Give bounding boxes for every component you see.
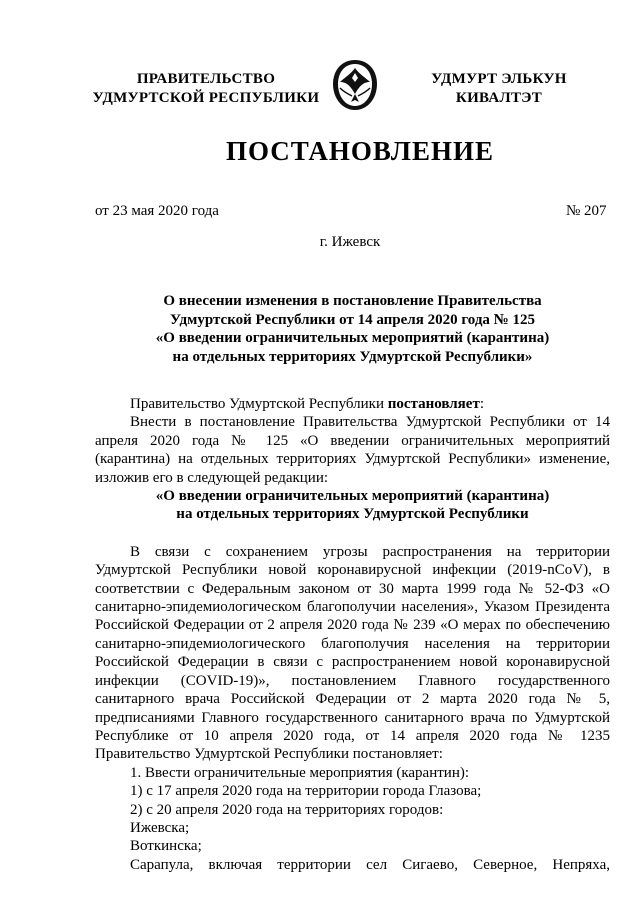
item-1: 1. Ввести ограничительные мероприятия (карантин): [130,764,470,781]
city-votkinsk: Воткинска; [130,838,202,855]
paragraph-resolves [95,395,610,413]
document-subject [95,292,610,366]
government-name-udmurt [424,70,574,108]
resolves-text: Правительство Удмуртской Республики [130,396,388,412]
new-title-heading [95,487,610,524]
document-city: г. Ижевск [319,234,381,250]
udmurt-emblem-icon [330,58,380,112]
document-body [95,395,610,874]
paragraph-amend: Внести в постановление Правительства Удмуртской Республики от 14 апреля 2020 года № 125 «О введении ограничительных мероприятий (карантина) на отдельных территориях Удмуртской Республики» изменение, изложив его в следующей редакции: [95,414,610,486]
subject-line-3: «О введении ограничительных мероприятий (карантина) [155,330,550,346]
subject-line-2: Удмуртской Республики от 14 апреля 2020 года № 125 [169,311,535,328]
item-1-2: 2) с 20 апреля 2020 года на территориях городов: [130,801,444,818]
subject-line-4: на отдельных территориях Удмуртской Республики» [172,348,533,365]
resolves-bold: постановляет [387,396,480,412]
document-number: № 207 [566,203,607,219]
government-name-russian [88,70,324,108]
new-title-line-1: «О введении ограничительных мероприятий (карантина) [155,488,550,505]
header-left-line2: УДМУРТСКОЙ РЕСПУБЛИКИ [92,90,320,106]
document-date: от 23 мая 2020 года [95,203,219,219]
resolves-colon: : [479,396,484,412]
header-right-line1: УДМУРТ ЭЛЬКУН [431,71,567,87]
city-izhevsk: Ижевска; [130,819,190,836]
subject-line-1: О внесении изменения в постановление Правительства [163,293,542,309]
document-type-title: ПОСТАНОВЛЕНИЕ [225,136,495,166]
header-left-line1: ПРАВИТЕЛЬСТВО [136,71,276,87]
paragraph-preamble: В связи с сохранением угрозы распространения на территории Удмуртской Республики новой коронавирусной инфекции (2019-nCoV), в соответствии с Федеральным законом от 30 марта 1999 года № 52-ФЗ «О санитарно-эпидемиологическом благополучии населения», Указом Президента Российской Федерации от 2 апреля 2020 года № 239 «О мерах по обеспечению санитарно-эпидемиологического благополучия населения на территории Российской Федерации в связи с распространением новой коронавирусной инфекции (COVID-19)», постановлением Главного государственного санитарного врача Российской Федерации от 2 марта 2020 года № 5, предписаниями Главного государственного санитарного врача по Удмуртской Республике от 10 апреля 2020 года, от 14 апреля 2020 года № 1235 Правительство Удмуртской Республики постановляет: [95,543,610,763]
city-sarapul: Сарапула, включая территории сел Сигаево, Северное, Непряха, [130,856,610,873]
header-right-line2: КИВАЛТЭТ [455,90,543,106]
new-title-line-2: на отдельных территориях Удмуртской Республики [176,506,529,523]
item-1-1: 1) с 17 апреля 2020 года на территории города Глазова; [130,783,482,800]
